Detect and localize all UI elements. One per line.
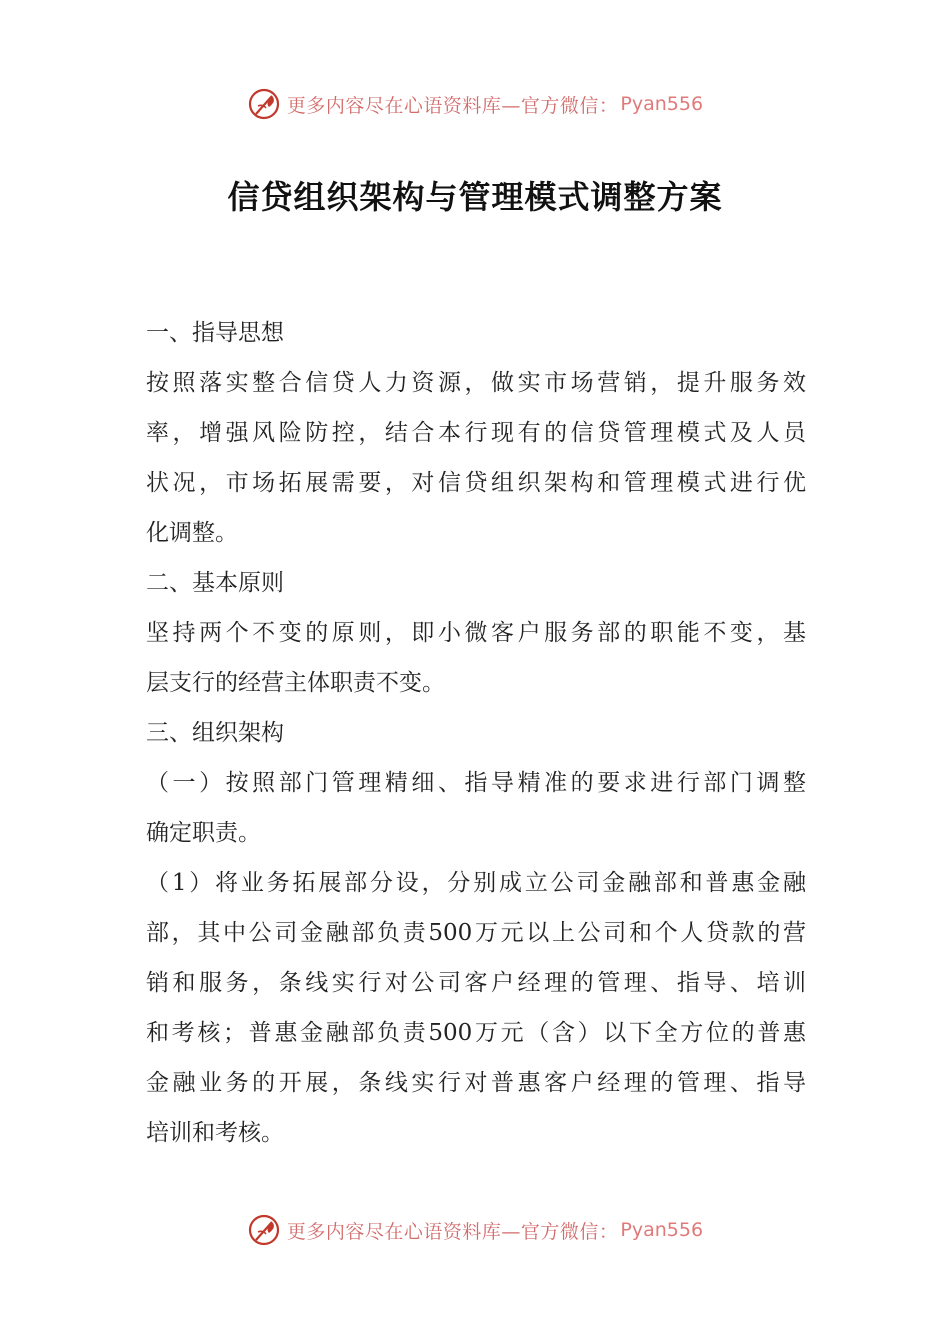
- header-wechat-id: Pyan556: [620, 93, 704, 115]
- paragraph-line: （一）按照部门管理精细、指导精准的要求进行部门调整: [146, 770, 806, 796]
- paragraph-line: （1）将业务拓展部分设，分别成立公司金融部和普惠金融: [146, 870, 806, 896]
- footer-watermark: [0, 1210, 950, 1250]
- paragraph-line: 金融业务的开展，条线实行对普惠客户经理的管理、指导: [146, 1070, 806, 1096]
- heading-organization-structure: 三、组织架构: [146, 720, 284, 746]
- heading-guiding-thought: 一、指导思想: [146, 320, 284, 346]
- paragraph-line: 层支行的经营主体职责不变。: [146, 670, 445, 696]
- footer-slogan: 更多内容尽在心语资料库—官方微信：: [286, 1220, 619, 1243]
- paragraph-line: 率，增强风险防控，结合本行现有的信贷管理模式及人员: [146, 420, 806, 446]
- header-slogan: 更多内容尽在心语资料库—官方微信：: [286, 94, 619, 117]
- footer-wechat-id: Pyan556: [620, 1219, 704, 1241]
- quill-logo-icon: [247, 87, 281, 121]
- quill-logo-icon: [247, 1213, 281, 1247]
- document-body: [146, 308, 806, 1158]
- heading-basic-principles: 二、基本原则: [146, 570, 284, 596]
- paragraph-line: 和考核；普惠金融部负责500万元（含）以下全方位的普惠: [146, 1020, 806, 1046]
- paragraph-line: 坚持两个不变的原则，即小微客户服务部的职能不变，基: [146, 620, 806, 646]
- paragraph-line: 状况，市场拓展需要，对信贷组织架构和管理模式进行优: [146, 470, 806, 496]
- paragraph-line: 培训和考核。: [146, 1120, 284, 1146]
- paragraph-line: 按照落实整合信贷人力资源，做实市场营销，提升服务效: [146, 370, 806, 396]
- paragraph-line: 化调整。: [146, 520, 238, 546]
- document-title: 信贷组织架构与管理模式调整方案: [227, 178, 723, 216]
- paragraph-line: 确定职责。: [146, 820, 261, 846]
- paragraph-line: 部，其中公司金融部负责500万元以上公司和个人贷款的营: [146, 920, 806, 946]
- paragraph-line: 销和服务，条线实行对公司客户经理的管理、指导、培训: [146, 970, 806, 996]
- header-watermark: [0, 84, 950, 124]
